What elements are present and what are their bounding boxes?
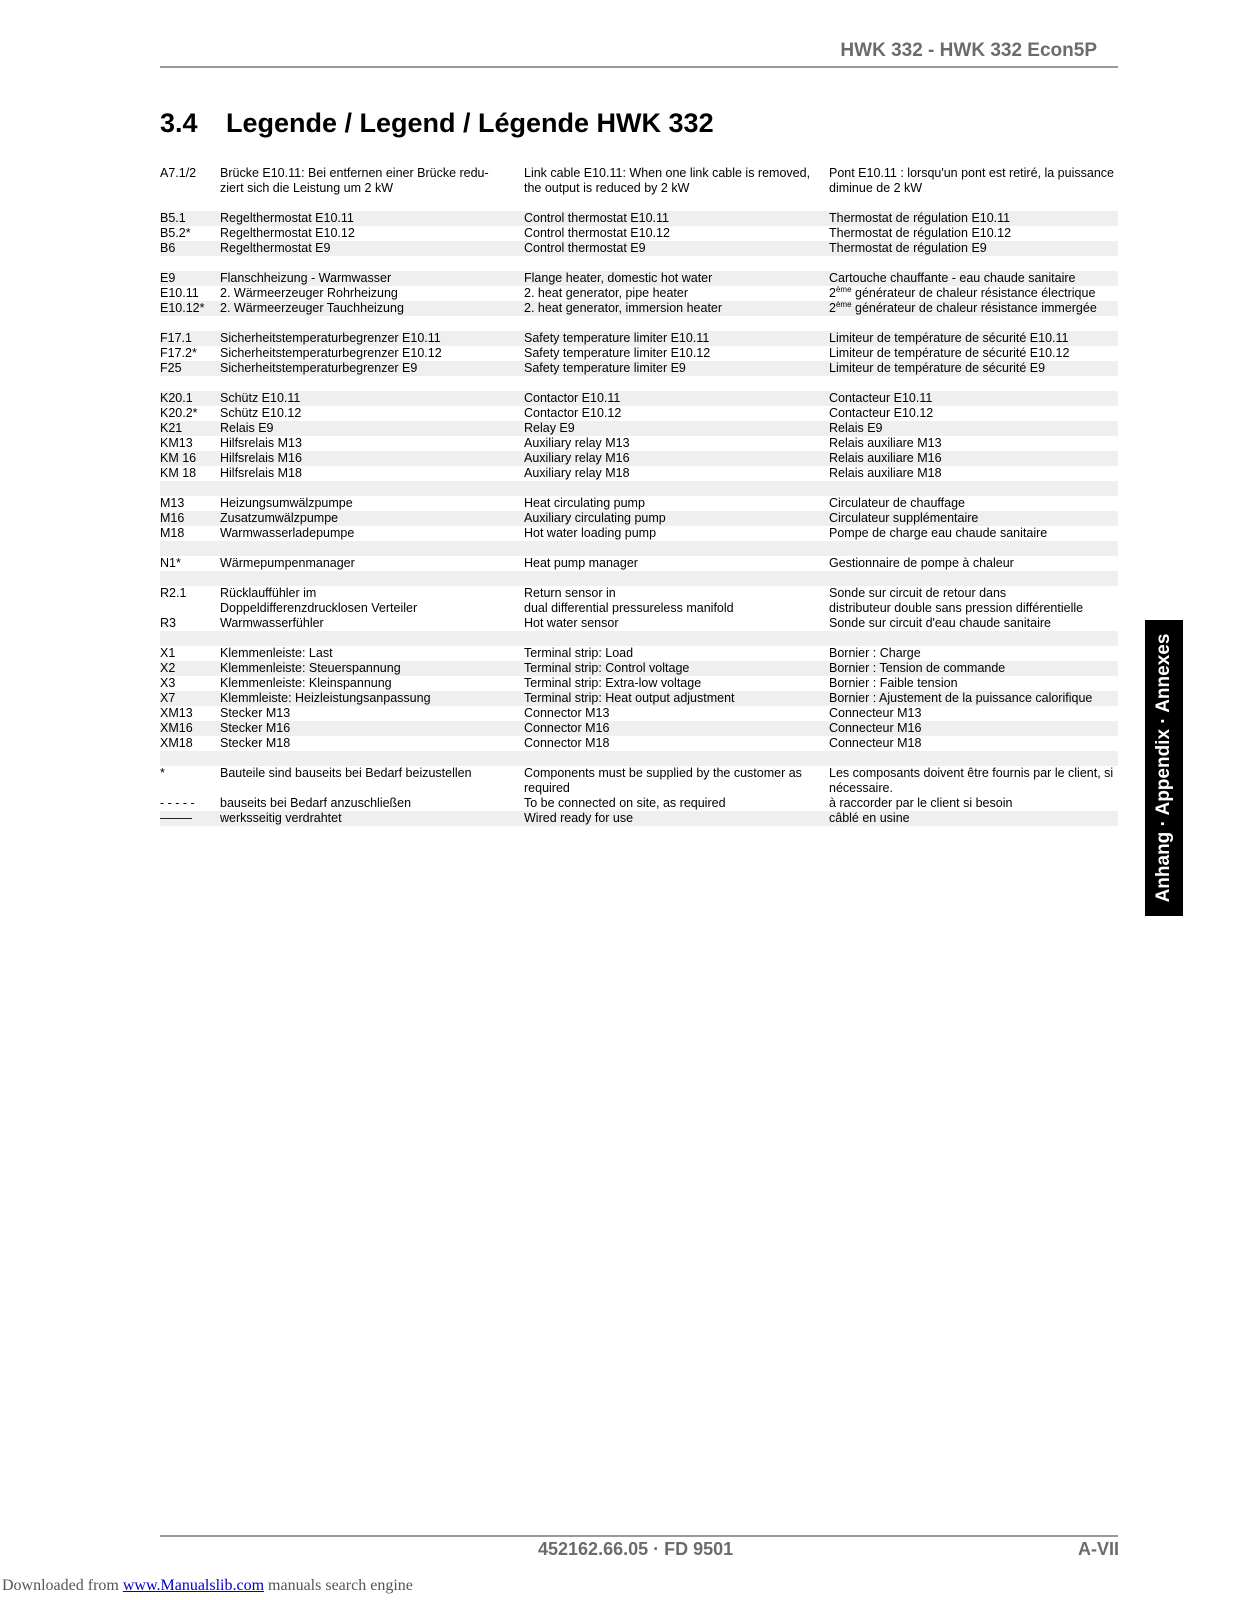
legend-row <box>160 676 1118 691</box>
legend-en-line: Return sensor in <box>524 586 616 600</box>
legend-fr <box>829 331 1118 346</box>
legend-de-line: Warmwasserfühler <box>220 616 324 630</box>
legend-fr-line: Gestionnaire de pompe à chaleur <box>829 556 1014 570</box>
legend-fr <box>829 241 1118 256</box>
legend-de-line: Regelthermostat E10.11 <box>220 211 354 225</box>
legend-row <box>160 496 1118 511</box>
legend-fr <box>829 736 1118 751</box>
legend-row <box>160 646 1118 661</box>
legend-fr <box>829 556 1118 571</box>
legend-en-line: Auxiliary relay M16 <box>524 451 630 465</box>
legend-en-line: Control thermostat E10.11 <box>524 211 669 225</box>
legend-en <box>524 556 829 571</box>
legend-de <box>220 226 524 241</box>
legend-de <box>220 241 524 256</box>
legend-de <box>220 436 524 451</box>
legend-en-line: Terminal strip: Control voltage <box>524 661 690 675</box>
legend-row <box>160 226 1118 241</box>
legend-en <box>524 406 829 421</box>
legend-de <box>220 556 524 571</box>
legend-code: KM 16 <box>160 451 197 465</box>
legend-table <box>160 166 1118 826</box>
legend-row <box>160 361 1118 376</box>
group-spacer <box>160 571 1118 586</box>
side-tab-label: Anhang · Appendix · Annexes <box>1153 633 1174 903</box>
legend-de-line: Hilfsrelais M16 <box>220 451 302 465</box>
legend-de <box>220 496 524 511</box>
legend-fr <box>829 166 1118 196</box>
legend-en <box>524 436 829 451</box>
legend-en <box>524 796 829 811</box>
legend-row <box>160 736 1118 751</box>
section-title <box>160 108 714 139</box>
legend-en <box>524 271 829 286</box>
legend-row <box>160 586 1118 616</box>
legend-row <box>160 766 1118 796</box>
legend-de-line: Warmwasserladepumpe <box>220 526 355 540</box>
legend-fr-line: Relais auxiliare M18 <box>829 466 942 480</box>
legend-code: K20.1 <box>160 391 193 405</box>
legend-fr-line: Limiteur de température de sécurité E10.11 <box>829 331 1069 345</box>
legend-row <box>160 346 1118 361</box>
legend-code: K20.2* <box>160 406 198 420</box>
legend-fr-line: Limiteur de température de sécurité E10.12 <box>829 346 1070 360</box>
legend-en <box>524 736 829 751</box>
group-spacer <box>160 256 1118 271</box>
legend-fr-line: Thermostat de régulation E10.12 <box>829 226 1012 240</box>
legend-fr <box>829 796 1118 811</box>
legend-code: X3 <box>160 676 176 690</box>
legend-en <box>524 766 829 796</box>
legend-fr <box>829 391 1118 406</box>
legend-code: –—— <box>160 811 192 825</box>
legend-fr-line: Bornier : Charge <box>829 646 921 660</box>
legend-code: R2.1 <box>160 586 187 600</box>
legend-de <box>220 466 524 481</box>
legend-en <box>524 391 829 406</box>
legend-de <box>220 361 524 376</box>
legend-fr-prefix: 2 <box>829 301 836 315</box>
legend-code: F17.1 <box>160 331 192 345</box>
legend-fr <box>829 811 1118 826</box>
legend-de-line: Relais E9 <box>220 421 274 435</box>
legend-fr-line: Les composants doivent être fournis par le client, si <box>829 766 1114 780</box>
legend-en-line: Heat pump manager <box>524 556 638 570</box>
legend-en-line: Contactor E10.12 <box>524 406 622 420</box>
legend-code: M16 <box>160 511 185 525</box>
legend-fr <box>829 286 1118 301</box>
legend-en-line: dual differential pressureless manifold <box>524 601 734 615</box>
legend-fr-line: diminue de 2 kW <box>829 181 923 195</box>
legend-row <box>160 166 1118 196</box>
watermark <box>2 1577 413 1595</box>
legend-de-line: Brücke E10.11: Bei entfernen einer Brücke redu- <box>220 166 489 180</box>
legend-row <box>160 406 1118 421</box>
legend-de-line: Klemmleiste: Heizleistungsanpassung <box>220 691 431 705</box>
legend-de-line: Heizungsumwälzpumpe <box>220 496 353 510</box>
legend-row <box>160 451 1118 466</box>
legend-de <box>220 721 524 736</box>
legend-en-line: To be connected on site, as required <box>524 796 726 810</box>
legend-de <box>220 766 524 796</box>
legend-fr-line: Connecteur M13 <box>829 706 922 720</box>
legend-en <box>524 661 829 676</box>
legend-fr-line: Thermostat de régulation E10.11 <box>829 211 1011 225</box>
section-number: 3.4 <box>160 108 198 138</box>
legend-row <box>160 526 1118 541</box>
legend-fr-line: Relais E9 <box>829 421 883 435</box>
legend-fr-text: générateur de chaleur résistance immergée <box>851 301 1097 315</box>
legend-fr-line: Contacteur E10.12 <box>829 406 934 420</box>
legend-en <box>524 691 829 706</box>
legend-row <box>160 466 1118 481</box>
legend-en <box>524 301 829 316</box>
legend-de-line: Stecker M16 <box>220 721 291 735</box>
legend-row <box>160 241 1118 256</box>
legend-en <box>524 241 829 256</box>
legend-en <box>524 331 829 346</box>
legend-en-line: Auxiliary relay M13 <box>524 436 630 450</box>
legend-fr-superscript: ème <box>835 299 852 309</box>
legend-de-line: Wärmepumpenmanager <box>220 556 355 570</box>
legend-en-line: Flange heater, domestic hot water <box>524 271 713 285</box>
legend-row <box>160 796 1118 811</box>
header-title: HWK 332 - HWK 332 Econ5P <box>840 40 1097 61</box>
legend-fr-line: Limiteur de température de sécurité E9 <box>829 361 1046 375</box>
legend-code: F25 <box>160 361 182 375</box>
legend-row <box>160 616 1118 631</box>
legend-fr <box>829 361 1118 376</box>
legend-row <box>160 691 1118 706</box>
legend-en <box>524 586 829 616</box>
legend-en-line: Control thermostat E10.12 <box>524 226 670 240</box>
legend-de <box>220 421 524 436</box>
legend-fr-line: Circulateur supplémentaire <box>829 511 979 525</box>
legend-fr-line: Sonde sur circuit de retour dans <box>829 586 1007 600</box>
legend-code: E9 <box>160 271 176 285</box>
legend-de <box>220 286 524 301</box>
group-spacer <box>160 751 1118 766</box>
legend-fr-line: à raccorder par le client si besoin <box>829 796 1013 810</box>
legend-fr-line: Bornier : Faible tension <box>829 676 958 690</box>
legend-en <box>524 676 829 691</box>
group-spacer <box>160 196 1118 211</box>
legend-de <box>220 166 524 196</box>
legend-fr-line <box>829 301 1118 316</box>
legend-fr <box>829 421 1118 436</box>
legend-de <box>220 331 524 346</box>
legend-de <box>220 811 524 826</box>
legend-code: E10.11 <box>160 286 199 300</box>
watermark-suffix: manuals search engine <box>264 1577 413 1594</box>
legend-fr <box>829 511 1118 526</box>
legend-fr-line: Circulateur de chauffage <box>829 496 965 510</box>
legend-de <box>220 661 524 676</box>
legend-fr-superscript: ème <box>835 284 852 294</box>
legend-code: E10.12* <box>160 301 205 315</box>
legend-code: B5.2* <box>160 226 191 240</box>
legend-row <box>160 271 1118 286</box>
legend-en-line: Relay E9 <box>524 421 575 435</box>
legend-en-line: required <box>524 781 570 795</box>
legend-code: K21 <box>160 421 183 435</box>
legend-code: F17.2* <box>160 346 197 360</box>
legend-code: XM16 <box>160 721 193 735</box>
legend-code: M18 <box>160 526 185 540</box>
legend-fr-line: Relais auxiliare M16 <box>829 451 942 465</box>
legend-en-line: Control thermostat E9 <box>524 241 646 255</box>
legend-row <box>160 511 1118 526</box>
legend-de-line: Regelthermostat E9 <box>220 241 331 255</box>
legend-de-line: Stecker M18 <box>220 736 291 750</box>
legend-fr-line: câblé en usine <box>829 811 910 825</box>
legend-en <box>524 211 829 226</box>
legend-en-line: Connector M13 <box>524 706 610 720</box>
legend-en-line: Terminal strip: Extra-low voltage <box>524 676 702 690</box>
legend-de <box>220 406 524 421</box>
legend-en-line: Hot water loading pump <box>524 526 657 540</box>
section-heading: Legende / Legend / Légende HWK 332 <box>226 108 714 138</box>
legend-fr <box>829 271 1118 286</box>
legend-fr <box>829 676 1118 691</box>
legend-en <box>524 526 829 541</box>
legend-code: M13 <box>160 496 185 510</box>
legend-row <box>160 436 1118 451</box>
legend-de-line: 2. Wärmeerzeuger Tauchheizung <box>220 301 404 315</box>
legend-fr-line: Thermostat de régulation E9 <box>829 241 987 255</box>
legend-en <box>524 511 829 526</box>
legend-fr-line: distributeur double sans pression différentielle <box>829 601 1084 615</box>
legend-en <box>524 346 829 361</box>
legend-fr <box>829 691 1118 706</box>
legend-code: B6 <box>160 241 176 255</box>
legend-de <box>220 346 524 361</box>
legend-code: KM13 <box>160 436 193 450</box>
legend-fr-line: Relais auxiliare M13 <box>829 436 942 450</box>
side-tab <box>1145 620 1183 916</box>
legend-de-line: Hilfsrelais M13 <box>220 436 302 450</box>
legend-fr-prefix: 2 <box>829 286 836 300</box>
legend-row <box>160 811 1118 826</box>
legend-row <box>160 211 1118 226</box>
legend-en-line: Terminal strip: Load <box>524 646 634 660</box>
legend-en <box>524 811 829 826</box>
legend-fr <box>829 211 1118 226</box>
legend-de-line: Klemmenleiste: Kleinspannung <box>220 676 392 690</box>
group-spacer <box>160 541 1118 556</box>
legend-de <box>220 796 524 811</box>
group-spacer <box>160 316 1118 331</box>
legend-de-line: Doppeldifferenzdrucklosen Verteiler <box>220 601 418 615</box>
legend-de-line: Sicherheitstemperaturbegrenzer E10.11 <box>220 331 441 345</box>
legend-en-line: Terminal strip: Heat output adjustment <box>524 691 735 705</box>
legend-de-line: Klemmenleiste: Last <box>220 646 333 660</box>
legend-fr <box>829 451 1118 466</box>
legend-en-line: Connector M18 <box>524 736 610 750</box>
legend-row <box>160 391 1118 406</box>
legend-row <box>160 661 1118 676</box>
legend-en-line: 2. heat generator, immersion heater <box>524 301 723 315</box>
legend-fr-line: Pont E10.11 : lorsqu'un pont est retiré, la puissance <box>829 166 1114 180</box>
legend-de <box>220 646 524 661</box>
legend-en <box>524 496 829 511</box>
legend-en <box>524 616 829 631</box>
legend-en <box>524 421 829 436</box>
legend-fr <box>829 646 1118 661</box>
legend-de <box>220 511 524 526</box>
legend-fr <box>829 346 1118 361</box>
legend-de-line: Zusatzumwälzpumpe <box>220 511 339 525</box>
legend-fr <box>829 496 1118 511</box>
legend-fr <box>829 406 1118 421</box>
legend-fr-line: Sonde sur circuit d'eau chaude sanitaire <box>829 616 1051 630</box>
legend-en <box>524 451 829 466</box>
legend-fr <box>829 616 1118 631</box>
footer-page-number: A-VII <box>1077 1539 1119 1559</box>
legend-de-line: Bauteile sind bauseits bei Bedarf beizustellen <box>220 766 472 780</box>
watermark-link[interactable]: www.Manualslib.com <box>122 1577 265 1594</box>
legend-fr <box>829 661 1118 676</box>
legend-code: KM 18 <box>160 466 197 480</box>
legend-fr-text: générateur de chaleur résistance électrique <box>851 286 1096 300</box>
legend-de-line: Stecker M13 <box>220 706 291 720</box>
legend-fr-line: Connecteur M16 <box>829 721 922 735</box>
legend-de-line: Flanschheizung - Warmwasser <box>220 271 392 285</box>
legend-en <box>524 361 829 376</box>
legend-de <box>220 271 524 286</box>
legend-de-line: Sicherheitstemperaturbegrenzer E10.12 <box>220 346 442 360</box>
legend-en <box>524 226 829 241</box>
legend-en-line: Hot water sensor <box>524 616 619 630</box>
legend-fr <box>829 706 1118 721</box>
legend-de-line: Regelthermostat E10.12 <box>220 226 355 240</box>
legend-en <box>524 166 829 196</box>
legend-de <box>220 706 524 721</box>
legend-de-line: ziert sich die Leistung um 2 kW <box>220 181 393 195</box>
legend-code: X7 <box>160 691 176 705</box>
legend-de <box>220 736 524 751</box>
legend-de <box>220 586 524 616</box>
legend-fr <box>829 721 1118 736</box>
group-spacer <box>160 631 1118 646</box>
legend-de-line: Klemmenleiste: Steuerspannung <box>220 661 401 675</box>
legend-de <box>220 526 524 541</box>
legend-de-line: Rücklauffühler im <box>220 586 317 600</box>
legend-fr-line: Bornier : Tension de commande <box>829 661 1006 675</box>
legend-en-line: 2. heat generator, pipe heater <box>524 286 689 300</box>
footer-rule <box>160 1535 1118 1537</box>
legend-de <box>220 691 524 706</box>
legend-en <box>524 646 829 661</box>
legend-code: - - - - - <box>160 796 195 810</box>
legend-de-line: Sicherheitstemperaturbegrenzer E9 <box>220 361 418 375</box>
legend-fr-line: nécessaire. <box>829 781 893 795</box>
legend-row <box>160 301 1118 316</box>
legend-fr-line <box>829 286 1118 301</box>
legend-en <box>524 286 829 301</box>
legend-en <box>524 466 829 481</box>
legend-code: A7.1/2 <box>160 166 197 180</box>
legend-en <box>524 706 829 721</box>
legend-fr <box>829 526 1118 541</box>
legend-fr <box>829 466 1118 481</box>
legend-de <box>220 616 524 631</box>
legend-en-line: Contactor E10.11 <box>524 391 621 405</box>
legend-en-line: Auxiliary circulating pump <box>524 511 666 525</box>
legend-fr <box>829 226 1118 241</box>
footer-doc-number: 452162.66.05 · FD 9501 <box>538 1539 734 1559</box>
legend-en-line: Wired ready for use <box>524 811 634 825</box>
legend-de <box>220 301 524 316</box>
legend-de-line: werksseitig verdrahtet <box>220 811 342 825</box>
legend-row <box>160 286 1118 301</box>
legend-fr-line: Bornier : Ajustement de la puissance calorifique <box>829 691 1093 705</box>
legend-code: N1* <box>160 556 181 570</box>
legend-en-line: Link cable E10.11: When one link cable is removed, <box>524 166 811 180</box>
legend-row <box>160 706 1118 721</box>
legend-row <box>160 421 1118 436</box>
legend-de <box>220 211 524 226</box>
legend-code: B5.1 <box>160 211 186 225</box>
legend-code: R3 <box>160 616 176 630</box>
legend-en-line: Safety temperature limiter E10.12 <box>524 346 711 360</box>
header-rule <box>160 66 1118 68</box>
legend-row <box>160 721 1118 736</box>
legend-en-line: Safety temperature limiter E10.11 <box>524 331 710 345</box>
legend-code: X1 <box>160 646 176 660</box>
legend-fr <box>829 766 1118 796</box>
legend-code: * <box>160 766 165 780</box>
legend-en-line: Safety temperature limiter E9 <box>524 361 686 375</box>
legend-de <box>220 451 524 466</box>
legend-de <box>220 676 524 691</box>
legend-en <box>524 721 829 736</box>
legend-en-line: Components must be supplied by the customer as <box>524 766 802 780</box>
group-spacer <box>160 481 1118 496</box>
legend-fr-line: Cartouche chauffante - eau chaude sanitaire <box>829 271 1076 285</box>
legend-de-line: Schütz E10.11 <box>220 391 301 405</box>
legend-de-line: Hilfsrelais M18 <box>220 466 302 480</box>
legend-de-line: 2. Wärmeerzeuger Rohrheizung <box>220 286 398 300</box>
legend-en-line: the output is reduced by 2 kW <box>524 181 690 195</box>
legend-row <box>160 331 1118 346</box>
legend-en-line: Connector M16 <box>524 721 610 735</box>
legend-fr <box>829 586 1118 616</box>
watermark-prefix: Downloaded from <box>2 1577 123 1594</box>
legend-code: XM13 <box>160 706 193 720</box>
legend-fr <box>829 301 1118 316</box>
legend-fr-line: Pompe de charge eau chaude sanitaire <box>829 526 1048 540</box>
legend-de-line: Schütz E10.12 <box>220 406 302 420</box>
legend-de-line: bauseits bei Bedarf anzuschließen <box>220 796 412 810</box>
legend-fr-line: Connecteur M18 <box>829 736 922 750</box>
group-spacer <box>160 376 1118 391</box>
legend-fr <box>829 436 1118 451</box>
legend-code: X2 <box>160 661 176 675</box>
legend-de <box>220 391 524 406</box>
legend-row <box>160 556 1118 571</box>
legend-fr-line: Contacteur E10.11 <box>829 391 933 405</box>
legend-code: XM18 <box>160 736 193 750</box>
legend-en-line: Auxiliary relay M18 <box>524 466 630 480</box>
legend-en-line: Heat circulating pump <box>524 496 645 510</box>
